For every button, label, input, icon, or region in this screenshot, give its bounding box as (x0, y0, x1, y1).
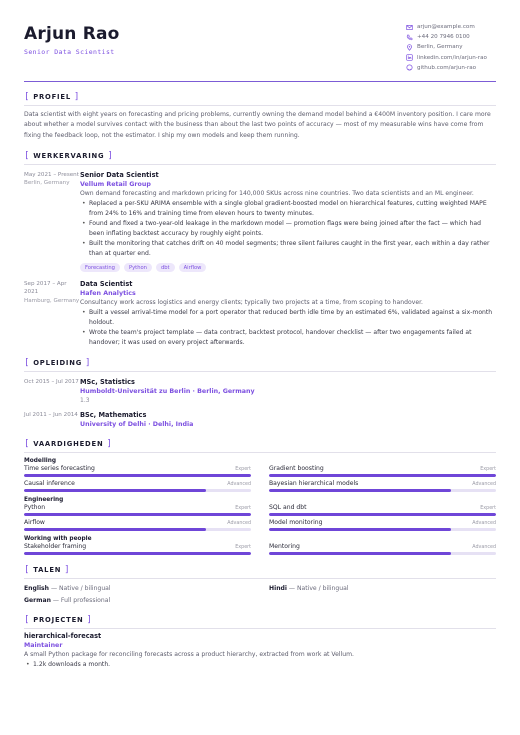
section-title-text: VAARDIGHEDEN (33, 440, 104, 449)
skill-item (24, 480, 251, 492)
candidate-name: Arjun Rao (24, 24, 120, 44)
section-divider (24, 452, 496, 453)
skill-bar (269, 513, 496, 516)
language-level: Full professional (60, 597, 111, 605)
github-icon (406, 64, 413, 71)
entry-dates: Oct 2015 – Jul 2017 (24, 379, 79, 386)
contact-phone[interactable] (406, 32, 496, 42)
project-role: Maintainer (24, 642, 63, 650)
entry-body (80, 411, 496, 429)
skill-name: Airflow (24, 519, 45, 527)
skills-section (24, 439, 496, 555)
skill-name: Gradient boosting (269, 465, 324, 473)
skill-group-title: Modelling (24, 458, 57, 465)
entry-location: Berlin, Germany (24, 180, 70, 187)
skill-bar-fill (24, 489, 206, 492)
identity-block (24, 22, 120, 73)
education-section (24, 358, 496, 429)
skill-name: Stakeholder framing (24, 543, 87, 551)
achievement-item: • Built a vessel arrival-time model for a port operator that reduced berth idle time by an estimated 6%, validated against a six-month holdout. (80, 308, 496, 328)
skill-level: Expert (235, 506, 251, 512)
skill-level: Advanced (472, 545, 496, 551)
skill-name: SQL and dbt (269, 504, 307, 512)
skill-tag: Python (124, 263, 152, 272)
degree: MSc, Statistics (80, 378, 135, 387)
linkedin-icon (406, 54, 413, 61)
skill-level: Expert (235, 545, 251, 551)
skill-bar (24, 489, 251, 492)
skill-bar-fill (269, 474, 496, 477)
skill-bar-fill (24, 474, 251, 477)
skill-name: Model monitoring (269, 519, 323, 527)
education-entry (24, 378, 496, 405)
skill-bar-fill (269, 513, 496, 516)
experience-entry (24, 171, 496, 272)
skill-item (269, 480, 496, 492)
entry-dates: Sep 2017 – Apr 2021 (24, 281, 67, 296)
skill-grid (24, 465, 496, 492)
language-level: Native / bilingual (58, 585, 111, 593)
project-title: hierarchical-forecast (24, 632, 102, 641)
contact-linkedin[interactable] (406, 53, 496, 63)
language-item: English — Native / bilingual (24, 585, 111, 593)
skill-head (269, 480, 496, 488)
skill-tag: dbt (156, 263, 175, 272)
project-bullet: • 1.2k downloads a month. (24, 660, 496, 670)
achievement-list (80, 199, 496, 259)
contact-location (406, 42, 496, 52)
project-bullets (24, 660, 496, 670)
grade: 1.3 (80, 397, 90, 405)
contact-phone-text: +44 20 7946 0100 (417, 34, 470, 41)
skill-tag: Forecasting (80, 263, 120, 272)
skill-item (24, 519, 251, 531)
skill-item (24, 465, 251, 477)
skill-bar-fill (269, 528, 451, 531)
institution: University of Delhi · Delhi, India (80, 421, 194, 429)
skill-bar (24, 474, 251, 477)
section-divider (24, 164, 496, 165)
education-entry (24, 411, 496, 429)
skill-item (24, 543, 251, 555)
section-title-text: PROJECTEN (33, 616, 84, 625)
skill-bar (24, 552, 251, 555)
section-title-text: OPLEIDING (33, 359, 83, 368)
section-title-projects: [ PROJECTEN ] (24, 615, 93, 626)
skill-name: Python (24, 504, 46, 512)
skill-bar (269, 474, 496, 477)
employer: Vellum Retail Group (80, 181, 151, 189)
skill-head (269, 543, 496, 551)
degree: BSc, Mathematics (80, 411, 147, 420)
skill-item (269, 519, 496, 531)
section-title-skills: [ VAARDIGHEDEN ] (24, 439, 113, 450)
section-divider (24, 371, 496, 372)
job-title: Senior Data Scientist (80, 171, 159, 180)
skill-item (269, 543, 496, 555)
skill-head (24, 480, 251, 488)
contact-github-text: github.com/arjun-rao (417, 64, 477, 71)
skill-level: Advanced (227, 482, 251, 488)
skill-bar-fill (269, 552, 451, 555)
skill-level: Advanced (472, 521, 496, 527)
language-name: German (24, 597, 51, 605)
skill-head (24, 465, 251, 473)
skill-head (24, 504, 251, 512)
contact-linkedin-text: linkedin.com/in/arjun-rao (417, 54, 487, 61)
skill-bar (269, 552, 496, 555)
skill-bar-fill (269, 489, 451, 492)
skill-bar (24, 528, 251, 531)
skill-item (24, 504, 251, 516)
mail-icon (406, 24, 413, 31)
entry-meta (24, 280, 80, 348)
resume-header (24, 22, 496, 82)
skill-name: Bayesian hierarchical models (269, 480, 359, 488)
job-description: Own demand forecasting and markdown pricing for 140,000 SKUs across nine countries. Two data scientists and an ML engineer. (80, 190, 474, 198)
entry-body (80, 280, 496, 348)
language-name: Hindi (269, 585, 287, 593)
skill-bar-fill (24, 528, 206, 531)
language-item: Hindi — Native / bilingual (269, 585, 349, 593)
contact-location-text: Berlin, Germany (417, 44, 463, 51)
section-title-text: PROFIEL (33, 93, 71, 102)
skill-group-title: Working with people (24, 536, 92, 543)
section-divider (24, 578, 496, 579)
skill-grid (24, 504, 496, 531)
language-level: Native / bilingual (296, 585, 349, 593)
skill-bar-fill (24, 513, 251, 516)
skill-item (269, 504, 496, 516)
profile-summary: Data scientist with eight years on forecasting and pricing problems, currently owning the demand model behind a €400M inventory position. I care more about whether a model survives contact with the business than about the last two points of accuracy — most of my measurable wins have come from fixing the feedback loop, not the estimator. I ship my own models and keep them running. (24, 111, 491, 139)
achievement-item: • Found and fixed a two-year-old leakage in the markdown model — promotion flags were being joined after the fact — which had been inflating backtest accuracy by roughly eight points. (80, 219, 496, 239)
skill-level: Advanced (227, 521, 251, 527)
location-icon (406, 44, 413, 51)
contact-email[interactable] (406, 22, 496, 32)
skill-head (24, 543, 251, 551)
achievement-item: • Replaced a per-SKU ARIMA ensemble with a single global gradient-boosted model on hierarchical features, cutting weighted MAPE from 24% to 16% and training time from eleven hours to twenty minutes. (80, 199, 496, 219)
section-title-profile: [ PROFIEL ] (24, 92, 81, 103)
entry-dates: Jul 2011 – Jun 2014 (24, 412, 78, 419)
entry-location: Hamburg, Germany (24, 297, 80, 304)
entry-dates: May 2021 – Present (24, 172, 79, 179)
skill-level: Expert (480, 506, 496, 512)
skill-grid (24, 543, 496, 555)
section-title-text: TALEN (33, 566, 62, 575)
entry-body (80, 171, 496, 272)
achievement-item: • Wrote the team's project template — data contract, backtest protocol, handover checklist — after two engagements failed at handover; it was used on every project afterwards. (80, 328, 496, 348)
skill-group-title: Engineering (24, 497, 64, 504)
entry-meta (24, 171, 80, 272)
skill-head (24, 519, 251, 527)
section-title-experience: [ WERKERVARING ] (24, 151, 114, 162)
skill-level: Expert (235, 467, 251, 473)
skill-bar (24, 513, 251, 516)
contact-list (406, 22, 496, 73)
skills-container (24, 457, 496, 555)
experience-section (24, 151, 496, 348)
language-list (24, 584, 496, 605)
job-description: Consultancy work across logistics and energy clients; typically two projects at a time, from scoping to handover. (80, 299, 423, 307)
skill-bar-fill (24, 552, 251, 555)
skill-name: Causal inference (24, 480, 75, 488)
section-divider (24, 628, 496, 629)
skill-tags (80, 263, 496, 272)
phone-icon (406, 34, 413, 41)
section-title-text: WERKERVARING (33, 152, 105, 161)
skill-name: Time series forecasting (24, 465, 95, 473)
languages-section (24, 565, 496, 605)
project-description: A small Python package for reconciling forecasts across a product hierarchy, extracted from work at Vellum. (24, 651, 354, 659)
achievement-list (80, 308, 496, 348)
profile-section (24, 92, 496, 141)
skill-level: Expert (480, 467, 496, 473)
projects-section (24, 615, 496, 670)
skill-name: Mentoring (269, 543, 300, 551)
section-title-languages: [ TALEN ] (24, 565, 71, 576)
contact-email-text: arjun@example.com (417, 24, 475, 30)
contact-github[interactable] (406, 63, 496, 73)
language-name: English (24, 585, 50, 593)
entry-body (80, 378, 496, 405)
skill-tag: Airflow (179, 263, 207, 272)
skill-bar (269, 489, 496, 492)
section-divider (24, 105, 496, 106)
job-title: Data Scientist (80, 280, 133, 289)
language-item: German — Full professional (24, 597, 111, 605)
skill-level: Advanced (472, 482, 496, 488)
skill-bar (269, 528, 496, 531)
section-title-education: [ OPLEIDING ] (24, 358, 92, 369)
employer: Hafen Analytics (80, 290, 136, 298)
skill-item (269, 465, 496, 477)
experience-entry (24, 280, 496, 348)
institution: Humboldt-Universität zu Berlin · Berlin, Germany (80, 388, 255, 396)
achievement-item: • Built the monitoring that catches drift on 40 model segments; three silent failures caught in the first year, each within a day rather than at quarter end. (80, 239, 496, 259)
skill-head (269, 465, 496, 473)
project-entry (24, 632, 496, 670)
skill-head (269, 504, 496, 512)
candidate-role: Senior Data Scientist (24, 48, 115, 56)
skill-head (269, 519, 496, 527)
